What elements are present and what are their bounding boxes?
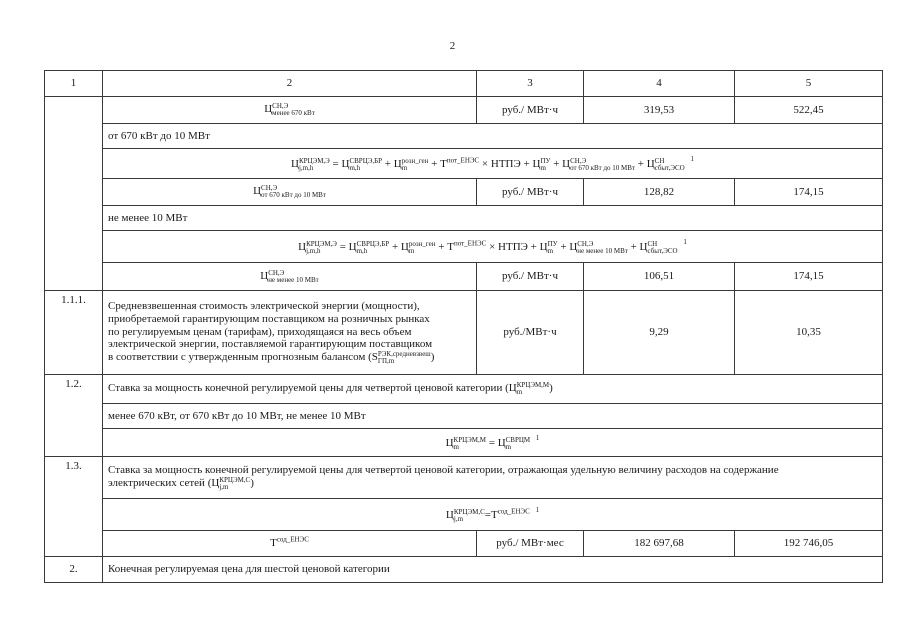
formula-cell: Ц КРЦЭМ,С j,m $=Т^{сод\_ЕНЭС}$ $^1$	[103, 499, 883, 531]
value-cell: 174,15	[735, 179, 883, 206]
formula-cell: Ц КРЦЭМ,Э j,m,h = Ц СВРЦЭ,БР m,h + Ц розн_ген m + $Т^{пот\_ЕНЭС}$ × НТПЭ + Ц ПУ m + Ц СН,Э от 670 кВт до 10 МВт + Ц СН сбыт,ЭСО $^1$	[103, 149, 883, 179]
table-row	[45, 231, 883, 263]
subheading-cell: не менее 10 МВт	[103, 206, 883, 231]
table-row	[45, 291, 883, 375]
value-cell: 522,45	[735, 97, 883, 124]
formula-cell: $Т^{сод\_ЕНЭС}$	[103, 531, 477, 557]
value-cell: 106,51	[584, 263, 735, 291]
table-header-row	[45, 71, 883, 97]
footnote-mark: 1	[683, 238, 687, 246]
value-cell: 182 697,68	[584, 531, 735, 557]
row-number-cell: 2.	[45, 557, 103, 583]
value-cell: 9,29	[584, 291, 735, 375]
description-cell: Ставка за мощность конечной регулируемой цены для четвертой ценовой категории (Ц КРЦЭМ,М m )	[103, 375, 883, 404]
tariff-table	[44, 70, 883, 583]
unit-cell: руб./ МВт·мес	[477, 531, 584, 557]
table-row	[45, 97, 883, 124]
description-cell: Ставка за мощность конечной регулируемой цены для четвертой ценовой категории, отражающая удельную величину расходов на содержание электрических сетей (Ц КРЦЭМ,С j,m )	[103, 457, 883, 499]
value-cell: 192 746,05	[735, 531, 883, 557]
formula-cell: Ц КРЦЭМ,М m = Ц СВРЦМ m $^1$	[103, 429, 883, 457]
table-row	[45, 499, 883, 531]
row-number-cell: 1.1.1.	[45, 291, 103, 375]
table-row	[45, 124, 883, 149]
description-cell: Конечная регулируемая цена для шестой ценовой категории	[103, 557, 883, 583]
table-row	[45, 531, 883, 557]
table-row	[45, 263, 883, 291]
unit-cell: руб./ МВт·ч	[477, 179, 584, 206]
unit-cell: руб./МВт·ч	[477, 291, 584, 375]
unit-cell: руб./ МВт·ч	[477, 97, 584, 124]
table-row	[45, 429, 883, 457]
value-cell: 174,15	[735, 263, 883, 291]
value-cell: 128,82	[584, 179, 735, 206]
header-cell: 1	[45, 71, 103, 97]
table-row	[45, 404, 883, 429]
header-cell: 4	[584, 71, 735, 97]
description-cell: Средневзвешенная стоимость электрической энергии (мощности), приобретаемой гарантирующим поставщиком на розничных рынках по регулируемым ценам (тарифам), приходящаяся на весь объем электрической энергии, поставляемой гарантирующим поставщиком в соответствии с утвержденным прогнозным балансом (S РЭК,средневзвеш ГП,m )	[103, 291, 477, 375]
formula-cell: Ц СН,Э менее 670 кВт	[103, 97, 477, 124]
table-row	[45, 206, 883, 231]
subheading-cell: от 670 кВт до 10 МВт	[103, 124, 883, 149]
formula-cell: Ц СН,Э не менее 10 МВт	[103, 263, 477, 291]
formula-cell: Ц КРЦЭМ,Э j,m,h = Ц СВРЦЭ,БР m,h + Ц розн_ген m + $Т^{пот\_ЕНЭС}$ × НТПЭ + Ц ПУ m + Ц СН,Э не менее 10 МВт + Ц СН сбыт,ЭСО $^1$	[103, 231, 883, 263]
subheading-cell: менее 670 кВт, от 670 кВт до 10 МВт, не менее 10 МВт	[103, 404, 883, 429]
table-row	[45, 557, 883, 583]
header-cell: 5	[735, 71, 883, 97]
row-number-cell: 1.2.	[45, 375, 103, 457]
header-cell: 2	[103, 71, 477, 97]
table-row	[45, 179, 883, 206]
value-cell: 319,53	[584, 97, 735, 124]
row-number-cell: 1.3.	[45, 457, 103, 557]
formula-cell: Ц СН,Э от 670 кВт до 10 МВт	[103, 179, 477, 206]
table-row	[45, 457, 883, 499]
footnote-mark: 1	[535, 434, 540, 442]
value-cell: 10,35	[735, 291, 883, 375]
table-row	[45, 375, 883, 404]
row-number-cell	[45, 97, 103, 291]
table-row	[45, 149, 883, 179]
page-number: 2	[449, 40, 456, 52]
footnote-mark: 1	[535, 506, 540, 514]
unit-cell: руб./ МВт·ч	[477, 263, 584, 291]
footnote-mark: 1	[690, 155, 694, 163]
header-cell: 3	[477, 71, 584, 97]
